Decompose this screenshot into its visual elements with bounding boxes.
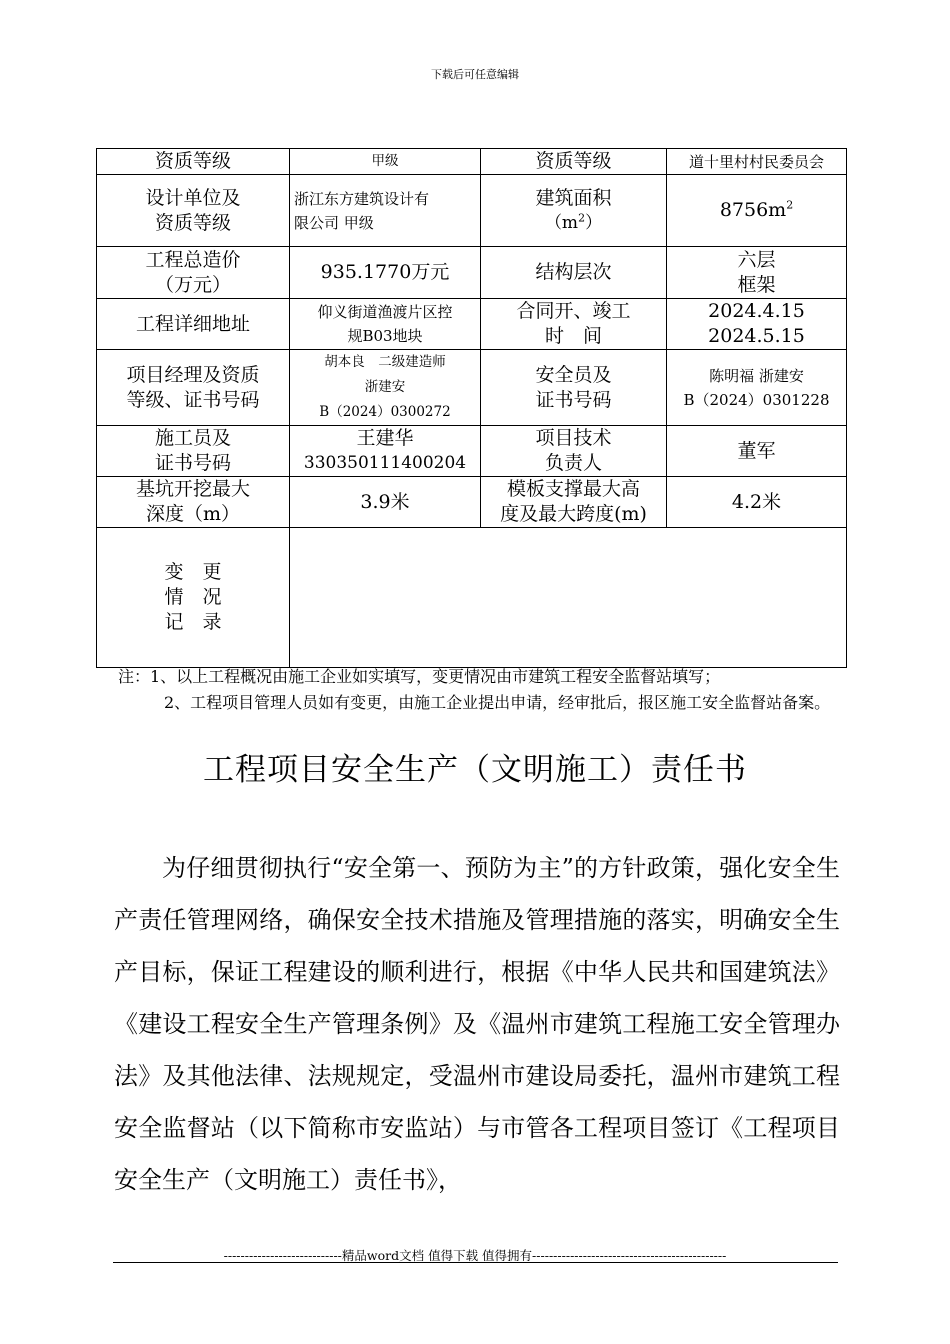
value-project-manager: 胡本良 二级建造师 浙建安 B（2024）0300272 <box>290 350 481 426</box>
note-1: 注：1、以上工程概况由施工企业如实填写，变更情况由市建筑工程安全监督站填写； <box>118 667 721 686</box>
label-qualification-2: 资质等级 <box>481 149 667 175</box>
value-owner-unit: 道十里村村民委员会 <box>667 149 847 175</box>
label-total-cost: 工程总造价 （万元） <box>97 247 290 299</box>
value-building-area: $8756m^2$ <box>667 175 847 247</box>
label-safety-officer: 安全员及 证书号码 <box>481 350 667 426</box>
note-2: 2、工程项目管理人员如有变更，由施工企业提出申请，经审批后，报区施工安全监督站备案。 <box>164 693 831 712</box>
value-address: 仰义街道渔渡片区控 规B03地块 <box>290 299 481 350</box>
label-design-unit: 设计单位及 资质等级 <box>97 175 290 247</box>
table-row <box>97 149 847 175</box>
label-tech-lead: 项目技术 负责人 <box>481 426 667 477</box>
value-design-unit: 浙江东方建筑设计有 限公司 甲级 <box>290 175 481 247</box>
value-safety-officer: 陈明福 浙建安 B（2024）0301228 <box>667 350 847 426</box>
value-structure-levels: 六层 框架 <box>667 247 847 299</box>
table-notes <box>118 664 848 716</box>
label-contract-dates: 合同开、竣工 时 间 <box>481 299 667 350</box>
label-formwork-height: 模板支撑最大高 度及最大跨度(m) <box>481 477 667 528</box>
paragraph-text: 为仔细贯彻执行“安全第一、预防为主”的方针政策，强化安全生产责任管理网络，确保安全技术措施及管理措施的落实，明确安全生产目标，保证工程建设的顺利进行，根据《中华人民共和国建筑法》《建设工程安全生产管理条例》及《温州市建筑工程施工安全管理办法》及其他法律、法规规定，受温州市建设局委托，温州市建筑工程安全监督站（以下简称市安监站）与市管各工程项目签订《工程项目安全生产（文明施工）责任书》， <box>114 854 840 1194</box>
value-total-cost: 935.1770万元 <box>290 247 481 299</box>
footer-divider <box>113 1262 838 1263</box>
page-footer: ----------------------------精品word文档 值得下载 值得拥有---------------------------------------------- <box>223 1248 727 1263</box>
table-row <box>97 477 847 528</box>
table-row <box>97 175 847 247</box>
table-row <box>97 247 847 299</box>
value-tech-lead: 董军 <box>667 426 847 477</box>
label-address: 工程详细地址 <box>97 299 290 350</box>
value-qualification: 甲级 <box>290 149 481 175</box>
value-constructor: 王建华 330350111400204 <box>290 426 481 477</box>
value-formwork-height: 4.2米 <box>667 477 847 528</box>
page-header: 下载后可任意编辑 <box>431 68 519 81</box>
body-paragraph <box>114 842 840 1206</box>
table-row <box>97 299 847 350</box>
label-qualification: 资质等级 <box>97 149 290 175</box>
table-row <box>97 350 847 426</box>
label-change-record: 变 更 情 况 记 录 <box>97 528 290 668</box>
value-contract-dates: 2024.4.15 2024.5.15 <box>667 299 847 350</box>
table-row <box>97 528 847 668</box>
label-excavation-depth: 基坑开挖最大 深度（m） <box>97 477 290 528</box>
value-excavation-depth: 3.9米 <box>290 477 481 528</box>
value-change-record <box>290 528 847 668</box>
label-structure-levels: 结构层次 <box>481 247 667 299</box>
project-info-table <box>96 148 847 668</box>
document-title: 工程项目安全生产（文明施工）责任书 <box>203 752 747 788</box>
label-constructor: 施工员及 证书号码 <box>97 426 290 477</box>
label-building-area: 建筑面积 $(m^2)$ <box>481 175 667 247</box>
table-row <box>97 426 847 477</box>
label-project-manager: 项目经理及资质 等级、证书号码 <box>97 350 290 426</box>
